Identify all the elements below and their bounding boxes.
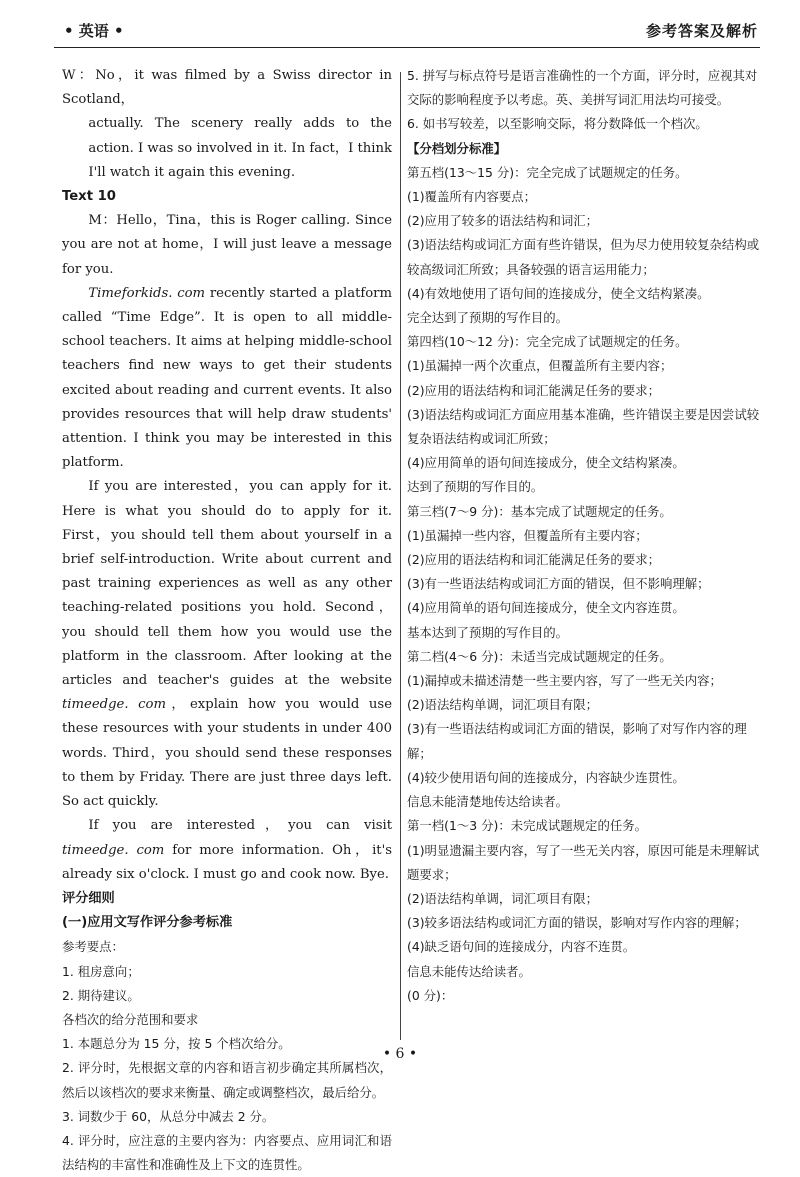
level-item: (3)有一些语法结构或词汇方面的错误，影响了对写作内容的理解；: [407, 721, 747, 761]
level-item: (3)语法结构或词汇方面应用基本准确，些许错误主要是因尝试较复杂语法结构或词汇所致；: [407, 406, 760, 447]
header-subject: • 英语 •: [64, 22, 124, 40]
website-name: timeedge. com: [62, 842, 165, 858]
level-item: (4)应用简单的语句间连接成分，使全文内容连贯。: [407, 600, 685, 616]
header-rule: [54, 47, 760, 48]
level-item: (3)有一些语法结构或词汇方面的错误，但不影响理解；: [407, 576, 710, 592]
level-summary: 达到了预期的写作目的。: [407, 479, 544, 495]
dialogue-line: actually. The scenery really adds to the action. I was so involved in it. In fact，I think I'll watch it again this evening.: [88, 116, 392, 180]
paragraph-text: If you are interested，you can apply for it. Here is what you should do to apply for it. First，you should tell them about yourself in a brief self-introduction. Write about current and past training experiences as well as any other teaching-related positions you hold. Second，you should tell them how you would use the platform in the classroom. After looking at the articles and teacher's guides at the website: [62, 479, 392, 689]
list-label: 各档次的给分范围和要求: [62, 1011, 199, 1027]
level-title: 第三档(7～9 分)：基本完成了试题规定的任务。: [407, 503, 672, 519]
paragraph-text: recently started a platform called “Time Edge”. It is open to all middle-school teachers. It aims at helping middle-school teachers find new ways to get their students excited about reading and current events. It also provides resources that will help draw students' attention. I think you may be interested in this platform.: [62, 285, 392, 471]
list-item: 4. 评分时，应注意的主要内容为：内容要点、应用词汇和语法结构的丰富性和准确性及上下文的连贯性。: [62, 1132, 392, 1173]
list-item: 6. 如书写较差，以至影响交际，将分数降低一个档次。: [407, 116, 708, 132]
level-summary: 信息未能清楚地传达给读者。: [407, 794, 569, 810]
level-item: (1)漏掉或未描述清楚一些主要内容，写了一些无关内容；: [407, 673, 722, 689]
level-item: (4)应用简单的语句间连接成分，使全文结构紧凑。: [407, 455, 685, 471]
page-number: • 6 •: [382, 1046, 418, 1062]
left-column: [62, 64, 392, 1177]
website-name: Timeforkids. com: [88, 285, 206, 301]
level-item: (2)语法结构单调，词汇项目有限；: [407, 890, 599, 906]
level-title: (0 分)：: [407, 987, 454, 1003]
list-item: 3. 词数少于 60，从总分中减去 2 分。: [62, 1108, 275, 1124]
header-section-title: 参考答案及解析: [645, 22, 758, 40]
paragraph-text: If you are interested，you can visit: [88, 818, 392, 834]
section-heading: Text 10: [62, 189, 116, 205]
page-header: [54, 14, 760, 44]
criteria-heading: 【分档划分标准】: [407, 140, 507, 156]
level-item: (3)较多语法结构或词汇方面的错误，影响对写作内容的理解；: [407, 915, 747, 931]
list-label: 参考要点：: [62, 939, 124, 955]
paragraph-text: for more information. Oh，it's already six o'clock. I must go and cook now. Bye.: [62, 842, 392, 882]
paragraph: [62, 475, 392, 814]
section-heading: 评分细则: [62, 890, 115, 906]
right-column: [407, 64, 764, 1008]
level-item: (1)明显遗漏主要内容，写了一些无关内容，原因可能是未理解试题要求；: [407, 842, 760, 882]
website-name: timeedge. com: [62, 697, 166, 713]
level-item: (4)有效地使用了语句间的连接成分，使全文结构紧凑。: [407, 285, 710, 301]
level-item: (4)缺乏语句间的连接成分，内容不连贯。: [407, 939, 636, 955]
subsection-heading: (一)应用文写作评分参考标准: [62, 915, 233, 931]
column-divider: [400, 72, 401, 1040]
level-item: (2)应用了较多的语法结构和词汇；: [407, 213, 599, 229]
level-item: (2)语法结构单调，词汇项目有限；: [407, 697, 599, 713]
level-item: (1)虽漏掉一些内容，但覆盖所有主要内容；: [407, 527, 648, 543]
level-summary: 信息未能传达给读者。: [407, 963, 531, 979]
level-title: 第五档(13～15 分)：完全完成了试题规定的任务。: [407, 164, 688, 180]
level-title: 第二档(4～6 分)：未适当完成试题规定的任务。: [407, 648, 672, 664]
list-item: 2. 期待建议。: [62, 987, 140, 1003]
list-item: 5. 拼写与标点符号是语言准确性的一个方面，评分时，应视其对交际的影响程度予以考虑。英、美拼写词汇用法均可接受。: [407, 68, 758, 108]
level-item: (2)应用的语法结构和词汇能满足任务的要求；: [407, 552, 660, 568]
level-item: (4)较少使用语句间的连接成分，内容缺少连贯性。: [407, 769, 685, 785]
level-title: 第一档(1～3 分)：未完成试题规定的任务。: [407, 818, 648, 834]
dialogue-line: W：No，it was filmed by a Swiss director in Scotland，: [62, 68, 392, 108]
level-summary: 完全达到了预期的写作目的。: [407, 310, 569, 326]
paragraph: M：Hello，Tina，this is Roger calling. Since you are not at home，I will just leave a message for you.: [62, 213, 392, 277]
paragraph-text: ，explain how you would use these resources with your students in under 400 words. Third，you should send these responses to them by Friday. There are just three days left. So act quickly.: [62, 697, 392, 810]
level-item: (1)覆盖所有内容要点；: [407, 189, 537, 205]
level-item: (3)语法结构或词汇方面有些许错误，但为尽力使用较复杂结构或较高级词汇所致；具备较强的语言运用能力；: [407, 237, 760, 277]
level-item: (1)虽漏掉一两个次重点，但覆盖所有主要内容；: [407, 358, 673, 374]
list-item: 1. 本题总分为 15 分，按 5 个档次给分。: [62, 1036, 291, 1052]
level-item: (2)应用的语法结构和词汇能满足任务的要求；: [407, 382, 660, 398]
paragraph: [62, 814, 392, 887]
paragraph: [62, 282, 392, 476]
level-summary: 基本达到了预期的写作目的。: [407, 624, 569, 640]
list-item: 1. 租房意向；: [62, 963, 140, 979]
level-title: 第四档(10～12 分)：完全完成了试题规定的任务。: [407, 334, 688, 350]
list-item: 2. 评分时，先根据文章的内容和语言初步确定其所属档次，然后以该档次的要求来衡量、确定或调整档次，最后给分。: [62, 1060, 392, 1100]
